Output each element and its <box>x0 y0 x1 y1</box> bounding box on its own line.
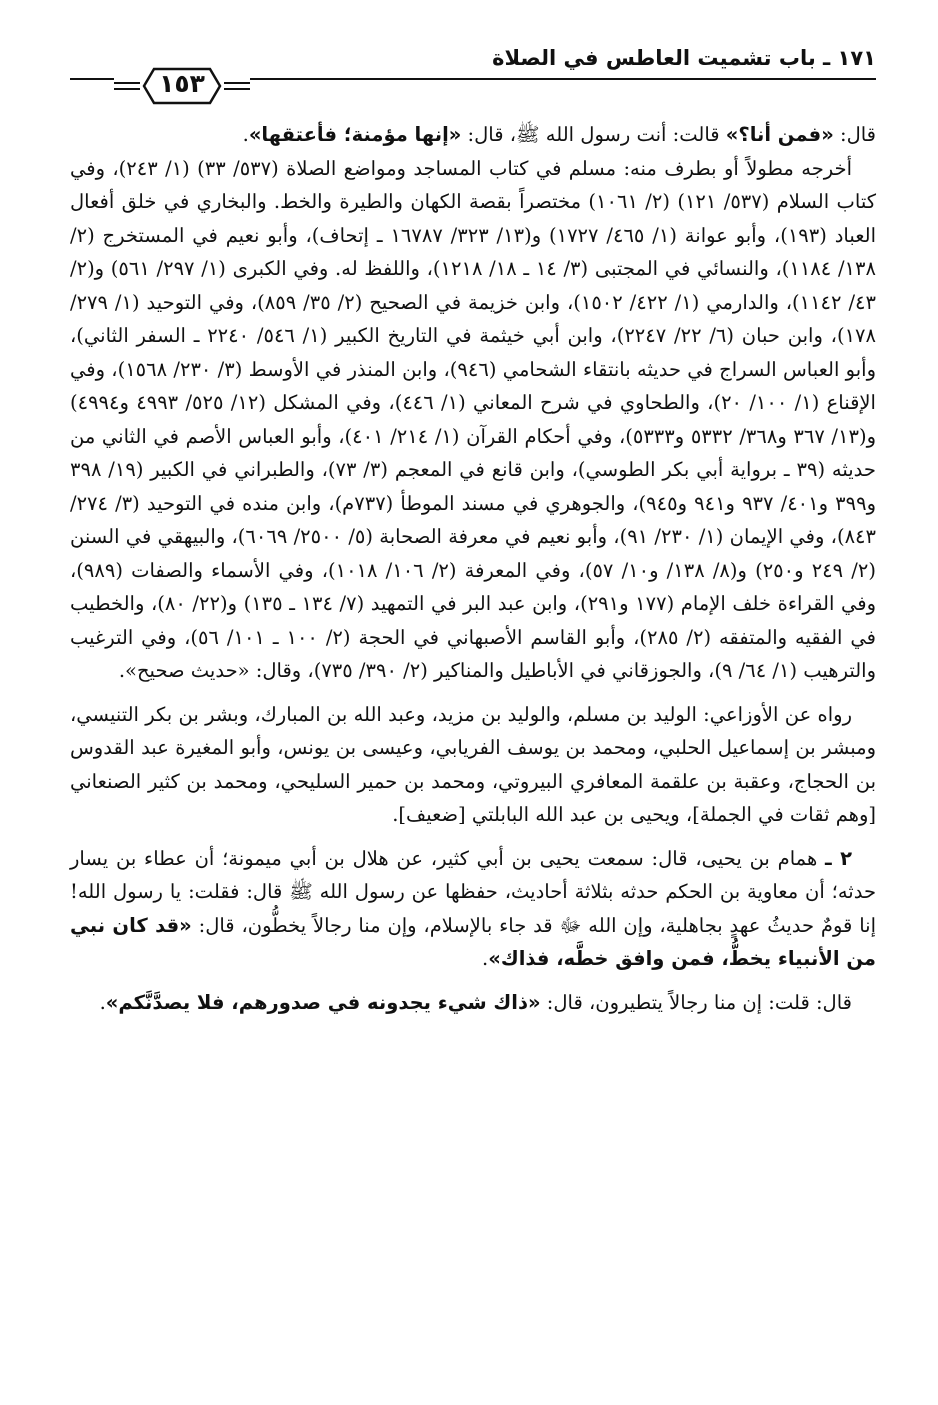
hadith-number: ٢ ـ <box>825 846 852 870</box>
quote-bold: «فمن أنا؟» <box>725 123 834 146</box>
text-segment: قال: <box>833 123 876 146</box>
page-number: ١٥٣ <box>159 69 205 98</box>
quote-bold: «إنها مؤمنة؛ فأعتقها» <box>248 123 462 146</box>
text-segment: همام بن يحيى، قال: سمعت يحيى بن أبي كثير، عن هلال بن أبي ميمونة؛ أن عطاء بن يسار حدثه؛ أن معاوية بن الحكم حدثه بثلاثة أحاديث، حفظها عن رسول الله ﷺ قال: فقلت: يا رسول الله! إنا قومٌ حديثُ عهدٍ بجاهلية، وإن الله ﷻ قد جاء بالإسلام، وإن منا رجالاً يخطُّون، قال: <box>70 846 876 937</box>
quote-bold: «ذاك شيء يجدونه في صدورهم، فلا يصدَّنَّكم» <box>105 990 541 1014</box>
text-segment: . <box>242 123 249 146</box>
page-header <box>70 38 876 108</box>
text-segment: . <box>482 947 489 970</box>
page-number-ornament <box>114 63 250 107</box>
page-body <box>70 118 876 1019</box>
text-segment: . <box>99 990 106 1014</box>
paragraph-hadith-2-cont <box>70 986 876 1020</box>
chapter-title: ١٧١ ـ باب تشميت العاطس في الصلاة <box>492 46 876 70</box>
paragraph-hadith-quote <box>70 118 876 152</box>
quote-bold: «قد كان نبي من الأنبياء يخطُّ، فمن وافق خطَّه، فذاك» <box>70 913 876 970</box>
text-segment: قال: قلت: إن منا رجالاً يتطيرون، قال: <box>540 990 852 1014</box>
paragraph-hadith-2 <box>70 842 876 976</box>
paragraph-takhrij: أخرجه مطولاً أو بطرف منه: مسلم في كتاب المساجد ومواضع الصلاة (٥٣٧/ ٣٣) (١/ ٢٤٣)، وفي كتاب السلام (٥٣٧/ ١٢١) (٢/ ١٠٦١) مختصراً بقصة الكهان والطيرة والخط. والبخاري في خلق أفعال العباد (١٩٣)، وأبو عوانة (١/ ٤٦٥/ ١٧٢٧) و(١٣/ ٣٢٣/ ١٦٧٨٧ ـ إتحاف)، وأبو نعيم في المستخرج (٢/ ١٣٨/ ١١٨٤)، والنسائي في المجتبى (٣/ ١٤ ـ ١٨/ ١٢١٨)، واللفظ له. وفي الكبرى (١/ ٢٩٧/ ٥٦١) و(٢/ ٤٣/ ١١٤٢)، والدارمي (١/ ٤٢٢/ ١٥٠٢)، وابن خزيمة في الصحيح (٢/ ٣٥/ ٨٥٩)، وفي التوحيد (١/ ٢٧٩/ ١٧٨)، وابن حبان (٦/ ٢٢/ ٢٢٤٧)، وابن أبي خيثمة في التاريخ الكبير (١/ ٥٤٦/ ٢٢٤٠ ـ السفر الثاني)، وأبو العباس السراج في حديثه بانتقاء الشحامي (٩٤٦)، وابن المنذر في الأوسط (٣/ ٢٣٠/ ١٥٦٨)، وفي الإقناع (١/ ١٠٠/ ٢٠)، والطحاوي في شرح المعاني (١/ ٤٤٦)، وفي المشكل (١٢/ ٥٢٥/ ٤٩٩٣ و٤٩٩٤) و(١٣/ ٣٦٧ و٣٦٨/ ٥٣٣٢ و٥٣٣٣)، وفي أحكام القرآن (١/ ٢١٤/ ٤٠١)، وأبو العباس الأصم في الثاني من حديثه (٣٩ ـ برواية أبي بكر الطوسي)، وابن قانع في المعجم (٣/ ٧٣)، والطبراني في الكبير (١٩/ ٣٩٨ و٣٩٩ و٤٠١/ ٩٣٧ و٩٤١ و٩٤٥)، والجوهري في مسند الموطأ (٧٣٧م)، وابن منده في التوحيد (٣/ ٢٧٤/ ٨٤٣)، وفي الإيمان (١/ ٢٣٠/ ٩١)، وأبو نعيم في معرفة الصحابة (٥/ ٢٥٠٠/ ٦٠٦٩)، والبيهقي في السنن (٢/ ٢٤٩ و٢٥٠) و(٨/ ١٣٨/ و١٠/ ٥٧)، وفي المعرفة (٢/ ١٠٦/ ١٠١٨)، وفي الأسماء والصفات (٩٨٩)، وفي القراءة خلف الإمام (١٧٧ و٢٩١)، وابن عبد البر في التمهيد (٧/ ١٣٤ ـ ١٣٥) و(٢٢/ ٨٠)، والخطيب في الفقيه والمتفقه (٢/ ٢٨٥)، وأبو القاسم الأصبهاني في الحجة (٢/ ١٠٠ ـ ١٠١/ ٥٦)، وفي الترغيب والترهيب (١/ ٦٤/ ٩)، والجوزقاني في الأباطيل والمناكير (٢/ ٣٩٠/ ٧٣٥)، وقال: «حديث صحيح». <box>70 156 876 682</box>
text-segment: قالت: أنت رسول الله ﷺ، قال: <box>461 123 726 146</box>
paragraph-narrators: رواه عن الأوزاعي: الوليد بن مسلم، والوليد بن مزيد، وعبد الله بن المبارك، وبشر بن بكر التنيسي، ومبشر بن إسماعيل الحلبي، ومحمد بن يوسف الفريابي، وعيسى بن يونس، وأبو المغيرة عبد القدوس بن الحجاج، وعقبة بن علقمة المعافري البيروتي، ومحمد بن حمير السليحي، ومحمد بن كثير الصنعاني [وهم ثقات في الجملة]، ويحيى بن عبد الله البابلتي [ضعيف]. <box>70 702 876 826</box>
